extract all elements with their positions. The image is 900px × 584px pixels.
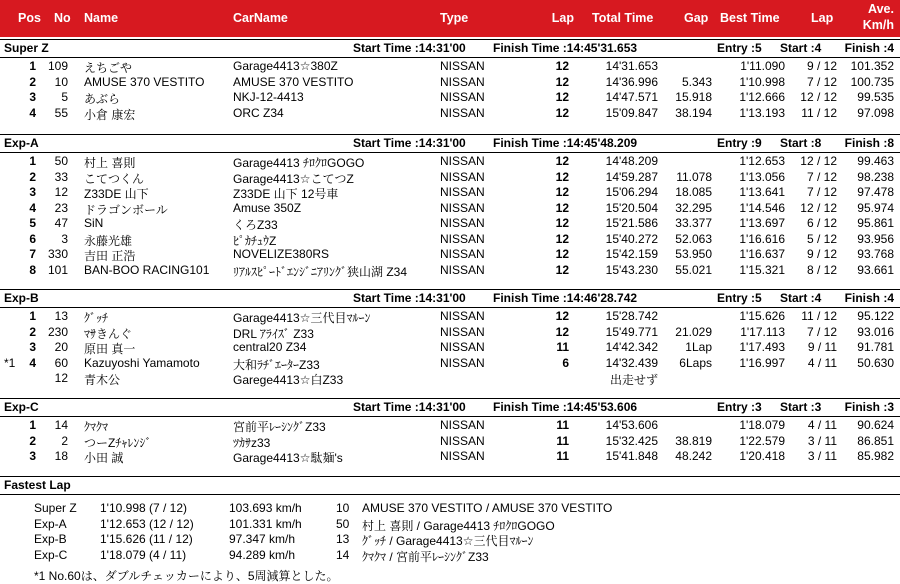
class-header <box>0 134 900 153</box>
cell-type: NISSAN <box>440 59 485 73</box>
cell-ave: 85.982 <box>857 449 894 463</box>
fastest-no: 10 <box>336 501 350 515</box>
cell-gap: 1Lap <box>685 340 712 354</box>
cell-car: Garage4413☆駄麺's <box>233 451 343 465</box>
cell-total: 15'43.230 <box>605 262 658 277</box>
table-row <box>0 232 900 247</box>
cell-lap: 11 <box>556 449 569 463</box>
cell-car: Z33DE 山下 12号車 <box>233 187 339 201</box>
cell-best: 1'18.079 <box>739 418 785 432</box>
cell-car: Amuse 350Z <box>233 200 302 215</box>
cell-car: Garage4413☆三代目ﾏﾙｰﾝ <box>233 311 371 325</box>
cell-lap: 11 <box>556 340 569 354</box>
cell-best: 1'16.637 <box>739 247 785 261</box>
cell-total: 14'36.996 <box>605 74 658 89</box>
cell-car: くろZ33 <box>233 218 278 232</box>
cell-ave: 101.352 <box>850 59 894 73</box>
class-name: Exp-B <box>4 291 39 305</box>
fastest-lap-row <box>0 548 900 563</box>
col-ave-unit: Km/h <box>862 18 894 32</box>
cell-ave: 98.238 <box>857 169 894 184</box>
cell-ave: 95.974 <box>857 200 894 215</box>
cell-total: 15'32.425 <box>605 433 658 448</box>
cell-no: 2 <box>61 433 68 448</box>
cell-ave: 93.016 <box>857 324 894 339</box>
cell-lap: 11 <box>556 433 569 448</box>
cell-blap: 9 / 12 <box>806 247 837 261</box>
col-lap: Lap <box>551 11 574 25</box>
cell-no: 12 <box>54 371 68 385</box>
cell-name: えちごや <box>84 61 133 75</box>
cell-car: ﾂｶｻz33 <box>233 435 271 450</box>
fastest-no: 14 <box>336 547 350 562</box>
cell-best: 1'16.616 <box>739 231 785 246</box>
finish-count: Finish :3 <box>844 400 894 414</box>
cell-lap: 12 <box>555 247 569 261</box>
cell-name: SiN <box>84 216 104 230</box>
finish-time: Finish Time :14:45'31.653 <box>493 41 638 55</box>
fastest-speed: 94.289 km/h <box>229 547 296 562</box>
cell-pos: 4 <box>29 355 36 370</box>
entry-count: Entry :5 <box>717 41 762 55</box>
cell-best: 1'22.579 <box>739 433 785 448</box>
finish-count: Finish :4 <box>844 41 894 55</box>
class-header <box>0 39 900 58</box>
cell-blap: 12 / 12 <box>800 154 837 168</box>
cell-no: 18 <box>54 449 68 463</box>
cell-lap: 12 <box>555 74 569 89</box>
cell-pos: 3 <box>29 340 36 354</box>
table-row <box>0 309 900 324</box>
cell-car: NKJ-12-4413 <box>233 90 304 104</box>
cell-best: 1'13.056 <box>739 169 785 184</box>
cell-car: ORC Z34 <box>233 105 284 120</box>
cell-name: 永藤光雄 <box>84 233 133 248</box>
fastest-speed: 97.347 km/h <box>229 532 296 546</box>
col-gap: Gap <box>684 11 709 25</box>
cell-best: 1'12.666 <box>739 90 785 104</box>
cell-type: NISSAN <box>440 324 485 339</box>
finish-time: Finish Time :14:46'28.742 <box>493 291 638 305</box>
cell-blap: 11 / 12 <box>801 309 837 323</box>
cell-lap: 12 <box>555 231 569 246</box>
cell-pos: 1 <box>29 418 36 432</box>
cell-total: 15'20.504 <box>605 200 658 215</box>
cell-gap: 52.063 <box>675 231 712 246</box>
results-header <box>0 0 900 37</box>
cell-pos: 2 <box>29 433 36 448</box>
cell-lap: 11 <box>556 418 569 432</box>
fastest-speed: 101.331 km/h <box>229 516 302 531</box>
cell-blap: 7 / 12 <box>806 169 837 184</box>
cell-type: NISSAN <box>440 355 485 370</box>
cell-ave: 93.768 <box>857 247 894 261</box>
table-row <box>0 340 900 355</box>
cell-type: NISSAN <box>440 216 485 230</box>
cell-lap: 6 <box>562 355 569 370</box>
table-row <box>0 106 900 121</box>
cell-blap: 3 / 11 <box>807 433 837 448</box>
cell-ave: 95.861 <box>857 216 894 230</box>
cell-type: NISSAN <box>440 309 485 323</box>
cell-name: あぶら <box>84 92 121 106</box>
cell-best: 1'16.997 <box>739 355 785 370</box>
cell-pos: 7 <box>29 247 36 261</box>
cell-no: 47 <box>54 216 68 230</box>
table-row <box>0 201 900 216</box>
cell-best: 1'11.090 <box>740 59 785 73</box>
cell-car: Garage4413☆380Z <box>233 59 338 73</box>
cell-lap: 12 <box>555 59 569 73</box>
fastest-lap-row <box>0 532 900 547</box>
start-time: Start Time :14:31'00 <box>353 41 466 55</box>
entry-count: Entry :3 <box>717 400 762 414</box>
fastest-no: 50 <box>336 516 350 531</box>
col-no: No <box>54 11 71 25</box>
cell-no: 50 <box>54 154 68 168</box>
cell-name: BAN-BOO RACING101 <box>84 262 210 277</box>
cell-type: NISSAN <box>440 90 485 104</box>
col-type: Type <box>440 11 469 25</box>
table-row <box>0 434 900 449</box>
cell-type: NISSAN <box>440 418 485 432</box>
cell-ave: 50.630 <box>857 355 894 370</box>
cell-ave: 90.624 <box>857 418 894 432</box>
cell-blap: 5 / 12 <box>806 231 837 246</box>
cell-type: NISSAN <box>440 105 485 120</box>
start-count: Start :4 <box>780 291 822 305</box>
cell-car: Garage4413☆こてつZ <box>233 171 354 186</box>
fastest-lap-title: Fastest Lap <box>4 478 71 492</box>
col-best-time: Best Time <box>720 11 780 25</box>
cell-total: 14'48.209 <box>605 154 658 168</box>
cell-name: ｸﾞｯﾁ <box>84 311 109 325</box>
cell-total: 15'41.848 <box>605 449 658 463</box>
cell-blap: 7 / 12 <box>806 74 837 89</box>
cell-gap: 38.194 <box>675 105 712 120</box>
cell-no: 10 <box>54 74 68 89</box>
class-name: Exp-C <box>4 400 39 414</box>
cell-name: 青木公 <box>84 373 121 387</box>
cell-ave: 93.956 <box>857 231 894 246</box>
fastest-time: 1'15.626 (11 / 12) <box>100 532 193 546</box>
cell-gap: 15.918 <box>675 90 712 104</box>
table-row <box>0 154 900 169</box>
cell-gap: 38.819 <box>675 433 712 448</box>
cell-type: NISSAN <box>440 185 485 199</box>
cell-best: 1'13.697 <box>739 216 785 230</box>
cell-gap: 48.242 <box>675 449 712 463</box>
cell-ave: 86.851 <box>857 433 894 448</box>
cell-pos: 5 <box>29 216 36 230</box>
cell-name: 村上 喜則 <box>84 156 136 170</box>
cell-no: 55 <box>54 105 68 120</box>
cell-car: AMUSE 370 VESTITO <box>233 74 354 89</box>
finish-count: Finish :8 <box>844 136 894 150</box>
cell-pos: 8 <box>29 262 36 277</box>
fastest-speed: 103.693 km/h <box>229 501 302 515</box>
cell-car: ﾘｱﾙｽﾋﾟｰﾄﾞｴﾝｼﾞﾆｱﾘﾝｸﾞ狭山湖 Z34 <box>233 264 408 279</box>
table-row <box>0 170 900 185</box>
cell-total: 15'21.586 <box>605 216 658 230</box>
cell-blap: 8 / 12 <box>806 262 837 277</box>
fastest-time: 1'18.079 (4 / 11) <box>100 547 187 562</box>
cell-car: Garage4413 ﾁﾛｸﾛGOGO <box>233 156 365 170</box>
cell-gap: 53.950 <box>675 247 712 261</box>
entry-count: Entry :5 <box>717 291 762 305</box>
cell-total: 14'59.287 <box>605 169 658 184</box>
cell-ave: 95.122 <box>857 309 894 323</box>
col-best-lap: Lap <box>811 11 834 25</box>
cell-total: 14'31.653 <box>605 59 658 73</box>
cell-total: 14'53.606 <box>605 418 658 432</box>
cell-no: 109 <box>47 59 68 73</box>
cell-type: NISSAN <box>440 231 485 246</box>
cell-car: 大和ﾗﾁﾞｴｰﾀｰZ33 <box>233 357 320 372</box>
cell-best: 1'15.626 <box>739 309 785 323</box>
finish-time: Finish Time :14:45'48.209 <box>493 136 638 150</box>
cell-total: 14'32.439 <box>605 355 658 370</box>
cell-ave: 99.463 <box>857 154 894 168</box>
cell-total: 15'40.272 <box>605 231 658 246</box>
cell-no: 101 <box>47 262 68 277</box>
class-name: Super Z <box>4 41 49 55</box>
fastest-cls: Super Z <box>34 501 77 515</box>
class-name: Exp-A <box>4 136 39 150</box>
cell-type: NISSAN <box>440 200 485 215</box>
cell-gap: 11.078 <box>676 169 712 184</box>
cell-no: 3 <box>61 231 68 246</box>
cell-name: ﾏｻきんぐ <box>84 326 133 341</box>
cell-gap: 33.377 <box>675 216 712 230</box>
col-name: Name <box>84 11 119 25</box>
cell-pos: 2 <box>29 74 36 89</box>
cell-blap: 7 / 12 <box>806 185 837 199</box>
cell-ave: 97.478 <box>857 185 894 199</box>
cell-blap: 12 / 12 <box>800 90 837 104</box>
cell-no: 330 <box>47 247 68 261</box>
cell-blap: 4 / 11 <box>807 355 837 370</box>
cell-name: AMUSE 370 VESTITO <box>84 74 205 89</box>
cell-lap: 12 <box>555 90 569 104</box>
table-row <box>0 185 900 200</box>
cell-type: NISSAN <box>440 433 485 448</box>
table-row <box>0 356 900 371</box>
cell-lap: 12 <box>555 324 569 339</box>
cell-type: NISSAN <box>440 449 485 463</box>
cell-pos: 3 <box>29 449 36 463</box>
fastest-cls: Exp-B <box>34 532 67 546</box>
start-time: Start Time :14:31'00 <box>353 400 466 414</box>
cell-name: ドラゴンボール <box>84 202 168 217</box>
cell-blap: 9 / 11 <box>807 340 837 354</box>
col-ave: Ave. <box>868 2 894 16</box>
cell-total: 15'28.742 <box>605 309 658 323</box>
cell-gap: 55.021 <box>675 262 712 277</box>
cell-lap: 12 <box>555 185 569 199</box>
cell-best: 1'14.546 <box>739 200 785 215</box>
cell-car: Garege4413☆白Z33 <box>233 373 344 387</box>
cell-pos: 3 <box>29 185 36 199</box>
entry-count: Entry :9 <box>717 136 762 150</box>
class-header <box>0 398 900 417</box>
col-pos: Pos <box>18 11 41 25</box>
cell-lap: 12 <box>555 216 569 230</box>
table-row <box>0 216 900 231</box>
finish-count: Finish :4 <box>844 291 894 305</box>
cell-type: NISSAN <box>440 169 485 184</box>
cell-ave: 97.098 <box>857 105 894 120</box>
col-carname: CarName <box>233 11 288 25</box>
table-row <box>0 325 900 340</box>
cell-lap: 12 <box>555 200 569 215</box>
cell-lap: 12 <box>555 262 569 277</box>
cell-type: NISSAN <box>440 74 485 89</box>
fastest-lap-row <box>0 517 900 532</box>
cell-no: 23 <box>54 200 68 215</box>
cell-type: NISSAN <box>440 340 485 354</box>
fastest-lap-header <box>0 476 900 495</box>
cell-lap: 12 <box>555 309 569 323</box>
cell-total: 出走せず <box>609 373 658 387</box>
cell-pos: 2 <box>29 324 36 339</box>
table-row <box>0 59 900 74</box>
cell-type: NISSAN <box>440 154 485 168</box>
cell-lap: 12 <box>555 105 569 120</box>
table-row <box>0 75 900 90</box>
fastest-who: ｸﾞｯﾁ / Garage4413☆三代目ﾏﾙｰﾝ <box>362 534 534 548</box>
table-row <box>0 418 900 433</box>
fastest-who: AMUSE 370 VESTITO / AMUSE 370 VESTITO <box>362 501 613 515</box>
start-count: Start :3 <box>780 400 822 414</box>
fastest-lap-row <box>0 501 900 516</box>
cell-total: 15'06.294 <box>605 185 658 199</box>
cell-best: 1'20.418 <box>739 449 785 463</box>
cell-best: 1'15.321 <box>739 262 785 277</box>
cell-total: 15'49.771 <box>605 324 658 339</box>
cell-total: 14'47.571 <box>605 90 658 104</box>
start-count: Start :4 <box>780 41 822 55</box>
cell-lap: 12 <box>555 154 569 168</box>
cell-blap: 9 / 12 <box>806 59 837 73</box>
cell-pos: 6 <box>29 231 36 246</box>
cell-best: 1'13.193 <box>739 105 785 120</box>
class-header <box>0 289 900 308</box>
cell-gap: 21.029 <box>675 324 712 339</box>
fastest-cls: Exp-C <box>34 547 68 562</box>
cell-pos: 4 <box>29 200 36 215</box>
cell-ave: 91.781 <box>857 340 894 354</box>
cell-total: 15'42.159 <box>605 247 658 261</box>
cell-best: 1'10.998 <box>739 74 785 89</box>
fastest-time: 1'12.653 (12 / 12) <box>100 516 194 531</box>
cell-pos: 1 <box>29 309 36 323</box>
cell-ave: 93.661 <box>857 262 894 277</box>
table-row <box>0 371 900 386</box>
cell-name: ｸﾏｸﾏ <box>84 420 109 434</box>
cell-type: NISSAN <box>440 262 485 277</box>
fastest-who: 村上 喜則 / Garage4413 ﾁﾛｸﾛGOGO <box>362 518 555 533</box>
cell-name: 吉田 正浩 <box>84 249 136 263</box>
cell-total: 15'09.847 <box>605 105 658 120</box>
cell-blap: 11 / 12 <box>801 105 837 120</box>
cell-total: 14'42.342 <box>605 340 658 354</box>
cell-name: 小倉 康宏 <box>84 107 136 122</box>
cell-gap: 32.295 <box>675 200 712 215</box>
cell-car: central20 Z34 <box>233 340 307 354</box>
fastest-no: 13 <box>336 532 350 546</box>
cell-no: 12 <box>54 185 68 199</box>
cell-no: 230 <box>47 324 68 339</box>
cell-car: DRL ｱﾗｲｽﾞ Z33 <box>233 326 314 341</box>
cell-name: こてつくん <box>84 171 145 186</box>
cell-note: *1 <box>4 355 16 370</box>
cell-car: 宮前平ﾚｰｼﾝｸﾞZ33 <box>233 420 326 434</box>
cell-best: 1'17.493 <box>739 340 785 354</box>
cell-blap: 12 / 12 <box>800 200 837 215</box>
col-total-time: Total Time <box>592 11 654 25</box>
cell-ave: 100.735 <box>850 74 894 89</box>
table-row <box>0 263 900 278</box>
cell-best: 1'13.641 <box>739 185 785 199</box>
cell-no: 33 <box>54 169 68 184</box>
start-time: Start Time :14:31'00 <box>353 291 466 305</box>
cell-gap: 6Laps <box>679 355 712 370</box>
fastest-time: 1'10.998 (7 / 12) <box>100 501 188 515</box>
cell-pos: 1 <box>29 59 36 73</box>
cell-name: 原田 真一 <box>84 342 136 356</box>
table-row <box>0 449 900 464</box>
cell-pos: 2 <box>29 169 36 184</box>
cell-pos: 1 <box>29 154 36 168</box>
cell-no: 13 <box>54 309 68 323</box>
cell-name: つーZﾁｬﾚﾝｼﾞ <box>84 435 152 450</box>
table-row <box>0 90 900 105</box>
cell-gap: 5.343 <box>681 74 712 89</box>
cell-blap: 6 / 12 <box>806 216 837 230</box>
cell-no: 14 <box>54 418 68 432</box>
cell-pos: 4 <box>29 105 36 120</box>
footnote: *1 No.60は、ダブルチェッカーにより、5周減算とした。 <box>34 569 339 583</box>
cell-name: 小田 誠 <box>84 451 124 465</box>
cell-no: 5 <box>61 90 68 104</box>
cell-car: ﾋﾟｶﾁｭｳZ <box>233 233 277 248</box>
finish-time: Finish Time :14:45'53.606 <box>493 400 638 414</box>
fastest-cls: Exp-A <box>34 516 67 531</box>
cell-blap: 4 / 11 <box>807 418 837 432</box>
cell-name: Kazuyoshi Yamamoto <box>84 355 200 370</box>
cell-blap: 3 / 11 <box>807 449 837 463</box>
fastest-who: ｸﾏｸﾏ / 宮前平ﾚｰｼﾝｸﾞZ33 <box>362 549 489 564</box>
cell-gap: 18.085 <box>675 185 712 199</box>
cell-best: 1'12.653 <box>739 154 785 168</box>
cell-blap: 7 / 12 <box>806 324 837 339</box>
cell-type: NISSAN <box>440 247 485 261</box>
start-count: Start :8 <box>780 136 822 150</box>
cell-no: 60 <box>54 355 68 370</box>
table-row <box>0 247 900 262</box>
cell-car: NOVELIZE380RS <box>233 247 330 261</box>
cell-ave: 99.535 <box>857 90 894 104</box>
cell-no: 20 <box>54 340 68 354</box>
cell-name: Z33DE 山下 <box>84 187 149 201</box>
start-time: Start Time :14:31'00 <box>353 136 466 150</box>
cell-best: 1'17.113 <box>740 324 785 339</box>
cell-lap: 12 <box>555 169 569 184</box>
cell-pos: 3 <box>29 90 36 104</box>
